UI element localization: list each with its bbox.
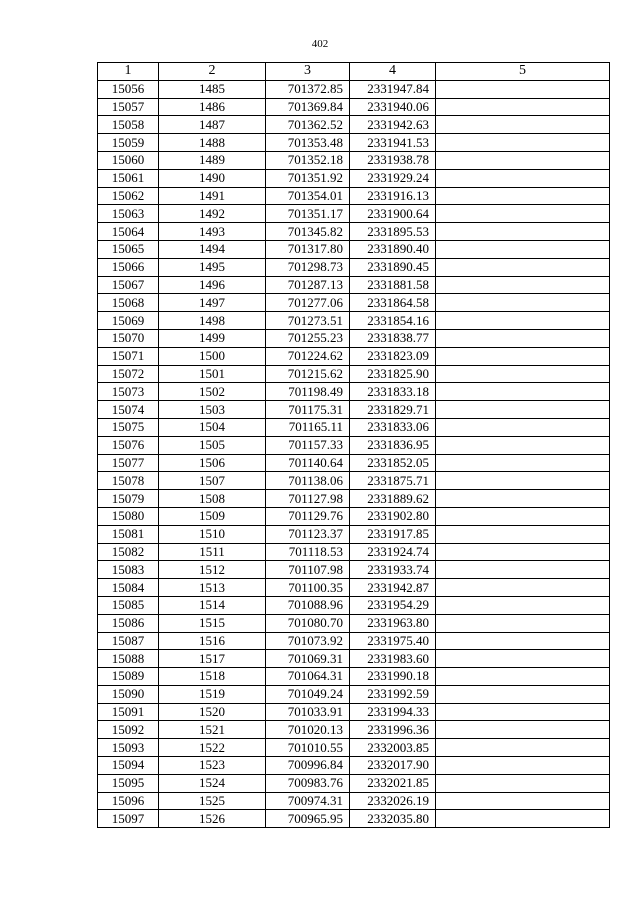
table-row	[98, 276, 610, 294]
coordinate-x-cell: 701157.33	[266, 436, 350, 454]
coordinate-y-cell: 2331929.24	[350, 169, 436, 187]
note-cell	[436, 187, 610, 205]
point-number-cell: 15092	[98, 721, 159, 739]
note-cell	[436, 668, 610, 686]
column-header-3: 3	[266, 63, 350, 81]
note-cell	[436, 650, 610, 668]
note-cell	[436, 134, 610, 152]
column-header-2: 2	[159, 63, 266, 81]
vertex-number-cell: 1495	[159, 258, 266, 276]
vertex-number-cell: 1496	[159, 276, 266, 294]
note-cell	[436, 365, 610, 383]
table-row	[98, 436, 610, 454]
table-row	[98, 472, 610, 490]
point-number-cell: 15066	[98, 258, 159, 276]
coordinate-x-cell: 701372.85	[266, 80, 350, 98]
coordinate-x-cell: 701165.11	[266, 418, 350, 436]
coordinate-x-cell: 701354.01	[266, 187, 350, 205]
note-cell	[436, 169, 610, 187]
table-row	[98, 116, 610, 134]
coordinate-y-cell: 2331954.29	[350, 596, 436, 614]
table-row	[98, 490, 610, 508]
coordinate-y-cell: 2331833.18	[350, 383, 436, 401]
coordinate-y-cell: 2331933.74	[350, 561, 436, 579]
vertex-number-cell: 1504	[159, 418, 266, 436]
coordinate-x-cell: 701088.96	[266, 596, 350, 614]
note-cell	[436, 596, 610, 614]
coordinate-y-cell: 2331996.36	[350, 721, 436, 739]
coordinate-y-cell: 2332026.19	[350, 792, 436, 810]
note-cell	[436, 543, 610, 561]
vertex-number-cell: 1487	[159, 116, 266, 134]
table-header	[98, 63, 610, 81]
point-number-cell: 15056	[98, 80, 159, 98]
note-cell	[436, 579, 610, 597]
vertex-number-cell: 1514	[159, 596, 266, 614]
coordinate-x-cell: 701287.13	[266, 276, 350, 294]
table-row	[98, 347, 610, 365]
coordinate-x-cell: 700983.76	[266, 774, 350, 792]
coordinate-x-cell: 701080.70	[266, 614, 350, 632]
note-cell	[436, 383, 610, 401]
vertex-number-cell: 1503	[159, 401, 266, 419]
point-number-cell: 15072	[98, 365, 159, 383]
column-header-4: 4	[350, 63, 436, 81]
coordinate-y-cell: 2331916.13	[350, 187, 436, 205]
coordinate-y-cell: 2331942.63	[350, 116, 436, 134]
coordinate-y-cell: 2332035.80	[350, 810, 436, 828]
note-cell	[436, 490, 610, 508]
table-row	[98, 80, 610, 98]
coordinate-y-cell: 2331941.53	[350, 134, 436, 152]
note-cell	[436, 739, 610, 757]
note-cell	[436, 472, 610, 490]
coordinate-y-cell: 2331938.78	[350, 151, 436, 169]
table-row	[98, 685, 610, 703]
coordinate-x-cell: 701033.91	[266, 703, 350, 721]
coordinate-x-cell: 701351.17	[266, 205, 350, 223]
vertex-number-cell: 1519	[159, 685, 266, 703]
coordinate-y-cell: 2331875.71	[350, 472, 436, 490]
vertex-number-cell: 1491	[159, 187, 266, 205]
coordinate-y-cell: 2331881.58	[350, 276, 436, 294]
table-row	[98, 187, 610, 205]
point-number-cell: 15080	[98, 507, 159, 525]
coordinate-y-cell: 2331994.33	[350, 703, 436, 721]
table-row	[98, 579, 610, 597]
point-number-cell: 15061	[98, 169, 159, 187]
point-number-cell: 15090	[98, 685, 159, 703]
point-number-cell: 15088	[98, 650, 159, 668]
point-number-cell: 15063	[98, 205, 159, 223]
table-row	[98, 507, 610, 525]
table-row	[98, 240, 610, 258]
coordinate-x-cell: 701298.73	[266, 258, 350, 276]
note-cell	[436, 276, 610, 294]
note-cell	[436, 151, 610, 169]
vertex-number-cell: 1512	[159, 561, 266, 579]
vertex-number-cell: 1508	[159, 490, 266, 508]
vertex-number-cell: 1523	[159, 757, 266, 775]
note-cell	[436, 240, 610, 258]
coordinate-y-cell: 2331900.64	[350, 205, 436, 223]
coordinate-x-cell: 701118.53	[266, 543, 350, 561]
note-cell	[436, 401, 610, 419]
vertex-number-cell: 1500	[159, 347, 266, 365]
point-number-cell: 15070	[98, 329, 159, 347]
vertex-number-cell: 1493	[159, 223, 266, 241]
column-header-5: 5	[436, 63, 610, 81]
point-number-cell: 15065	[98, 240, 159, 258]
point-number-cell: 15094	[98, 757, 159, 775]
table-row	[98, 169, 610, 187]
coordinate-x-cell: 701010.55	[266, 739, 350, 757]
table-row	[98, 668, 610, 686]
note-cell	[436, 561, 610, 579]
table-row	[98, 525, 610, 543]
note-cell	[436, 685, 610, 703]
note-cell	[436, 774, 610, 792]
table-row	[98, 383, 610, 401]
coordinate-y-cell: 2331917.85	[350, 525, 436, 543]
note-cell	[436, 98, 610, 116]
coordinate-x-cell: 701255.23	[266, 329, 350, 347]
vertex-number-cell: 1522	[159, 739, 266, 757]
note-cell	[436, 418, 610, 436]
point-number-cell: 15060	[98, 151, 159, 169]
point-number-cell: 15089	[98, 668, 159, 686]
coordinate-y-cell: 2331838.77	[350, 329, 436, 347]
point-number-cell: 15091	[98, 703, 159, 721]
coordinate-y-cell: 2331942.87	[350, 579, 436, 597]
coordinate-y-cell: 2331990.18	[350, 668, 436, 686]
table-row	[98, 792, 610, 810]
note-cell	[436, 294, 610, 312]
note-cell	[436, 757, 610, 775]
coordinate-x-cell: 701175.31	[266, 401, 350, 419]
note-cell	[436, 80, 610, 98]
coordinate-x-cell: 700965.95	[266, 810, 350, 828]
point-number-cell: 15097	[98, 810, 159, 828]
note-cell	[436, 258, 610, 276]
vertex-number-cell: 1486	[159, 98, 266, 116]
table-row	[98, 543, 610, 561]
vertex-number-cell: 1525	[159, 792, 266, 810]
point-number-cell: 15073	[98, 383, 159, 401]
coordinate-y-cell: 2331992.59	[350, 685, 436, 703]
coordinate-y-cell: 2331983.60	[350, 650, 436, 668]
coordinate-y-cell: 2331940.06	[350, 98, 436, 116]
coordinate-x-cell: 701345.82	[266, 223, 350, 241]
vertex-number-cell: 1492	[159, 205, 266, 223]
table-row	[98, 774, 610, 792]
vertex-number-cell: 1490	[159, 169, 266, 187]
point-number-cell: 15081	[98, 525, 159, 543]
coordinates-table	[97, 62, 610, 828]
coordinate-x-cell: 701064.31	[266, 668, 350, 686]
note-cell	[436, 312, 610, 330]
table-body	[98, 80, 610, 827]
point-number-cell: 15082	[98, 543, 159, 561]
note-cell	[436, 454, 610, 472]
coordinate-y-cell: 2331864.58	[350, 294, 436, 312]
table-row	[98, 98, 610, 116]
note-cell	[436, 436, 610, 454]
table-row	[98, 134, 610, 152]
coordinate-x-cell: 701020.13	[266, 721, 350, 739]
vertex-number-cell: 1501	[159, 365, 266, 383]
coordinate-x-cell: 701317.80	[266, 240, 350, 258]
coordinate-x-cell: 701107.98	[266, 561, 350, 579]
table-row	[98, 650, 610, 668]
table-row	[98, 614, 610, 632]
point-number-cell: 15071	[98, 347, 159, 365]
note-cell	[436, 632, 610, 650]
table-row	[98, 312, 610, 330]
coordinate-x-cell: 701277.06	[266, 294, 350, 312]
coordinate-y-cell: 2331823.09	[350, 347, 436, 365]
coordinate-y-cell: 2331833.06	[350, 418, 436, 436]
column-header-1: 1	[98, 63, 159, 81]
coordinate-y-cell: 2331852.05	[350, 454, 436, 472]
vertex-number-cell: 1505	[159, 436, 266, 454]
table-row	[98, 258, 610, 276]
vertex-number-cell: 1515	[159, 614, 266, 632]
point-number-cell: 15078	[98, 472, 159, 490]
coordinate-y-cell: 2332021.85	[350, 774, 436, 792]
note-cell	[436, 205, 610, 223]
table-row	[98, 757, 610, 775]
coordinate-y-cell: 2331890.45	[350, 258, 436, 276]
note-cell	[436, 329, 610, 347]
point-number-cell: 15095	[98, 774, 159, 792]
vertex-number-cell: 1518	[159, 668, 266, 686]
coordinate-y-cell: 2331825.90	[350, 365, 436, 383]
note-cell	[436, 223, 610, 241]
note-cell	[436, 347, 610, 365]
point-number-cell: 15067	[98, 276, 159, 294]
vertex-number-cell: 1494	[159, 240, 266, 258]
vertex-number-cell: 1511	[159, 543, 266, 561]
point-number-cell: 15085	[98, 596, 159, 614]
coordinate-y-cell: 2331890.40	[350, 240, 436, 258]
vertex-number-cell: 1498	[159, 312, 266, 330]
table-row	[98, 561, 610, 579]
vertex-number-cell: 1517	[159, 650, 266, 668]
coordinate-x-cell: 701129.76	[266, 507, 350, 525]
coordinate-x-cell: 701073.92	[266, 632, 350, 650]
point-number-cell: 15079	[98, 490, 159, 508]
coordinate-y-cell: 2331963.80	[350, 614, 436, 632]
table-row	[98, 418, 610, 436]
coordinate-x-cell: 701352.18	[266, 151, 350, 169]
point-number-cell: 15068	[98, 294, 159, 312]
coordinate-x-cell: 700996.84	[266, 757, 350, 775]
table-row	[98, 810, 610, 828]
coordinate-x-cell: 701127.98	[266, 490, 350, 508]
vertex-number-cell: 1499	[159, 329, 266, 347]
coordinate-y-cell: 2331829.71	[350, 401, 436, 419]
coordinate-y-cell: 2331854.16	[350, 312, 436, 330]
vertex-number-cell: 1516	[159, 632, 266, 650]
point-number-cell: 15087	[98, 632, 159, 650]
point-number-cell: 15062	[98, 187, 159, 205]
vertex-number-cell: 1507	[159, 472, 266, 490]
vertex-number-cell: 1488	[159, 134, 266, 152]
note-cell	[436, 810, 610, 828]
vertex-number-cell: 1521	[159, 721, 266, 739]
coordinate-x-cell: 701369.84	[266, 98, 350, 116]
vertex-number-cell: 1485	[159, 80, 266, 98]
coordinate-y-cell: 2331895.53	[350, 223, 436, 241]
coordinate-x-cell: 701215.62	[266, 365, 350, 383]
coordinate-y-cell: 2332003.85	[350, 739, 436, 757]
table-row	[98, 205, 610, 223]
table-row	[98, 329, 610, 347]
point-number-cell: 15069	[98, 312, 159, 330]
coordinate-x-cell: 701362.52	[266, 116, 350, 134]
point-number-cell: 15086	[98, 614, 159, 632]
coordinate-x-cell: 701138.06	[266, 472, 350, 490]
note-cell	[436, 721, 610, 739]
point-number-cell: 15059	[98, 134, 159, 152]
coordinate-x-cell: 701100.35	[266, 579, 350, 597]
coordinate-y-cell: 2331836.95	[350, 436, 436, 454]
vertex-number-cell: 1497	[159, 294, 266, 312]
coordinate-y-cell: 2331889.62	[350, 490, 436, 508]
coordinate-x-cell: 701140.64	[266, 454, 350, 472]
coordinate-x-cell: 701351.92	[266, 169, 350, 187]
page-number: 402	[311, 38, 329, 50]
note-cell	[436, 525, 610, 543]
table-row	[98, 223, 610, 241]
point-number-cell: 15096	[98, 792, 159, 810]
note-cell	[436, 116, 610, 134]
table-row	[98, 596, 610, 614]
table-row	[98, 632, 610, 650]
vertex-number-cell: 1489	[159, 151, 266, 169]
coordinate-x-cell: 701273.51	[266, 312, 350, 330]
table-row	[98, 151, 610, 169]
vertex-number-cell: 1526	[159, 810, 266, 828]
note-cell	[436, 792, 610, 810]
table-row	[98, 365, 610, 383]
coordinate-x-cell: 701123.37	[266, 525, 350, 543]
table-row	[98, 721, 610, 739]
point-number-cell: 15074	[98, 401, 159, 419]
vertex-number-cell: 1506	[159, 454, 266, 472]
vertex-number-cell: 1513	[159, 579, 266, 597]
point-number-cell: 15077	[98, 454, 159, 472]
coordinate-y-cell: 2331902.80	[350, 507, 436, 525]
point-number-cell: 15075	[98, 418, 159, 436]
point-number-cell: 15057	[98, 98, 159, 116]
vertex-number-cell: 1509	[159, 507, 266, 525]
coordinate-x-cell: 701198.49	[266, 383, 350, 401]
note-cell	[436, 614, 610, 632]
point-number-cell: 15093	[98, 739, 159, 757]
table-row	[98, 294, 610, 312]
table-row	[98, 401, 610, 419]
vertex-number-cell: 1510	[159, 525, 266, 543]
point-number-cell: 15084	[98, 579, 159, 597]
table-row	[98, 454, 610, 472]
point-number-cell: 15064	[98, 223, 159, 241]
note-cell	[436, 703, 610, 721]
coordinate-y-cell: 2331924.74	[350, 543, 436, 561]
header-row	[98, 63, 610, 81]
coordinate-x-cell: 701049.24	[266, 685, 350, 703]
point-number-cell: 15058	[98, 116, 159, 134]
coordinate-y-cell: 2331975.40	[350, 632, 436, 650]
point-number-cell: 15076	[98, 436, 159, 454]
coordinate-x-cell: 701224.62	[266, 347, 350, 365]
coordinate-x-cell: 701069.31	[266, 650, 350, 668]
coordinate-x-cell: 700974.31	[266, 792, 350, 810]
vertex-number-cell: 1524	[159, 774, 266, 792]
point-number-cell: 15083	[98, 561, 159, 579]
table-row	[98, 703, 610, 721]
vertex-number-cell: 1520	[159, 703, 266, 721]
vertex-number-cell: 1502	[159, 383, 266, 401]
coordinate-y-cell: 2331947.84	[350, 80, 436, 98]
coordinate-y-cell: 2332017.90	[350, 757, 436, 775]
coordinate-x-cell: 701353.48	[266, 134, 350, 152]
table-row	[98, 739, 610, 757]
note-cell	[436, 507, 610, 525]
